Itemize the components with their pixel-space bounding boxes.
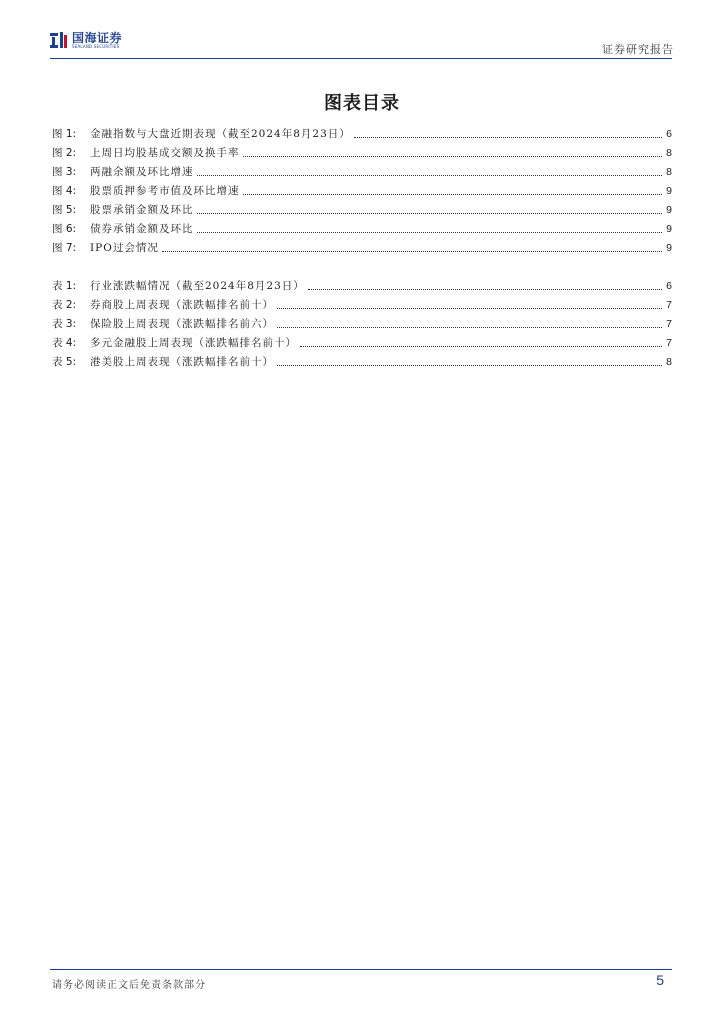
- dot-leader: [243, 155, 663, 157]
- entry-title: 行业涨跌幅情况（截至2024年8月23日）: [90, 280, 305, 292]
- entry-page: 9: [666, 223, 672, 235]
- dot-leader: [308, 288, 662, 290]
- entry-title: 股票承销金额及环比: [90, 204, 194, 216]
- entry-title: 港美股上周表现（涨跌幅排名前十）: [90, 356, 274, 368]
- entry-page: 8: [666, 356, 672, 368]
- footer-divider: [50, 969, 672, 970]
- footer-disclaimer: 请务必阅读正文后免责条款部分: [52, 980, 206, 991]
- dot-leader: [197, 231, 663, 233]
- company-logo: [50, 31, 122, 49]
- toc-entry-figure-6[interactable]: [52, 217, 672, 236]
- entry-page: 9: [666, 204, 672, 216]
- entry-title: 券商股上周表现（涨跌幅排名前十）: [90, 299, 274, 311]
- entry-page: 8: [666, 166, 672, 178]
- dot-leader: [243, 193, 663, 195]
- report-type-label: 证券研究报告: [602, 43, 674, 56]
- entry-title: 金融指数与大盘近期表现（截至2024年8月23日）: [90, 128, 351, 140]
- entry-number: 图 1:: [52, 128, 77, 140]
- toc-entry-table-4[interactable]: [52, 331, 672, 350]
- logo-mark-icon: [50, 31, 68, 49]
- entry-page: 6: [666, 280, 672, 292]
- dot-leader: [197, 212, 663, 214]
- toc-entry-table-5[interactable]: [52, 350, 672, 369]
- toc-entry-table-2[interactable]: [52, 293, 672, 312]
- dot-leader: [300, 345, 662, 347]
- header-divider: [50, 58, 672, 59]
- entry-title: 债券承销金额及环比: [90, 223, 194, 235]
- entry-page: 8: [666, 147, 672, 159]
- toc-entry-figure-5[interactable]: [52, 198, 672, 217]
- entry-number: 表 2:: [52, 299, 77, 311]
- entry-number: 图 7:: [52, 242, 77, 254]
- entry-page: 9: [666, 185, 672, 197]
- entry-title: 上周日均股基成交额及换手率: [90, 147, 240, 159]
- toc-entry-figure-4[interactable]: [52, 179, 672, 198]
- entry-title: 保险股上周表现（涨跌幅排名前六）: [90, 318, 274, 330]
- page-header: [0, 0, 724, 62]
- entry-page: 9: [666, 242, 672, 254]
- toc-entry-table-3[interactable]: [52, 312, 672, 331]
- entry-page: 7: [666, 337, 672, 349]
- entry-number: 表 3:: [52, 318, 77, 330]
- toc-entry-figure-1[interactable]: [52, 122, 672, 141]
- entry-page: 6: [666, 128, 672, 140]
- dot-leader: [277, 364, 662, 366]
- logo-english-text: SEALAND SECURITIES: [72, 43, 120, 49]
- toc-entry-table-1[interactable]: [52, 274, 672, 293]
- page-title: 图表目录: [324, 93, 400, 114]
- entry-page: 7: [666, 299, 672, 311]
- figure-list: [52, 122, 672, 255]
- page-number: 5: [656, 972, 664, 988]
- dot-leader: [197, 174, 663, 176]
- logo-chinese-text: 国海证券: [72, 30, 123, 45]
- toc-entry-figure-7[interactable]: [52, 236, 672, 255]
- toc-entry-figure-3[interactable]: [52, 160, 672, 179]
- toc-entry-figure-2[interactable]: [52, 141, 672, 160]
- entry-title: 两融余额及环比增速: [90, 166, 194, 178]
- entry-number: 图 4:: [52, 185, 77, 197]
- dot-leader: [162, 250, 662, 252]
- entry-page: 7: [666, 318, 672, 330]
- entry-title: IPO过会情况: [90, 242, 159, 254]
- entry-title: 股票质押参考市值及环比增速: [90, 185, 240, 197]
- entry-number: 图 2:: [52, 147, 77, 159]
- entry-number: 表 1:: [52, 280, 77, 292]
- entry-number: 图 5:: [52, 204, 77, 216]
- dot-leader: [354, 136, 662, 138]
- entry-number: 图 3:: [52, 166, 77, 178]
- entry-title: 多元金融股上周表现（涨跌幅排名前十）: [90, 337, 297, 349]
- dot-leader: [277, 307, 662, 309]
- dot-leader: [277, 326, 662, 328]
- entry-number: 图 6:: [52, 223, 77, 235]
- entry-number: 表 4:: [52, 337, 77, 349]
- entry-number: 表 5:: [52, 356, 77, 368]
- table-list: [52, 274, 672, 369]
